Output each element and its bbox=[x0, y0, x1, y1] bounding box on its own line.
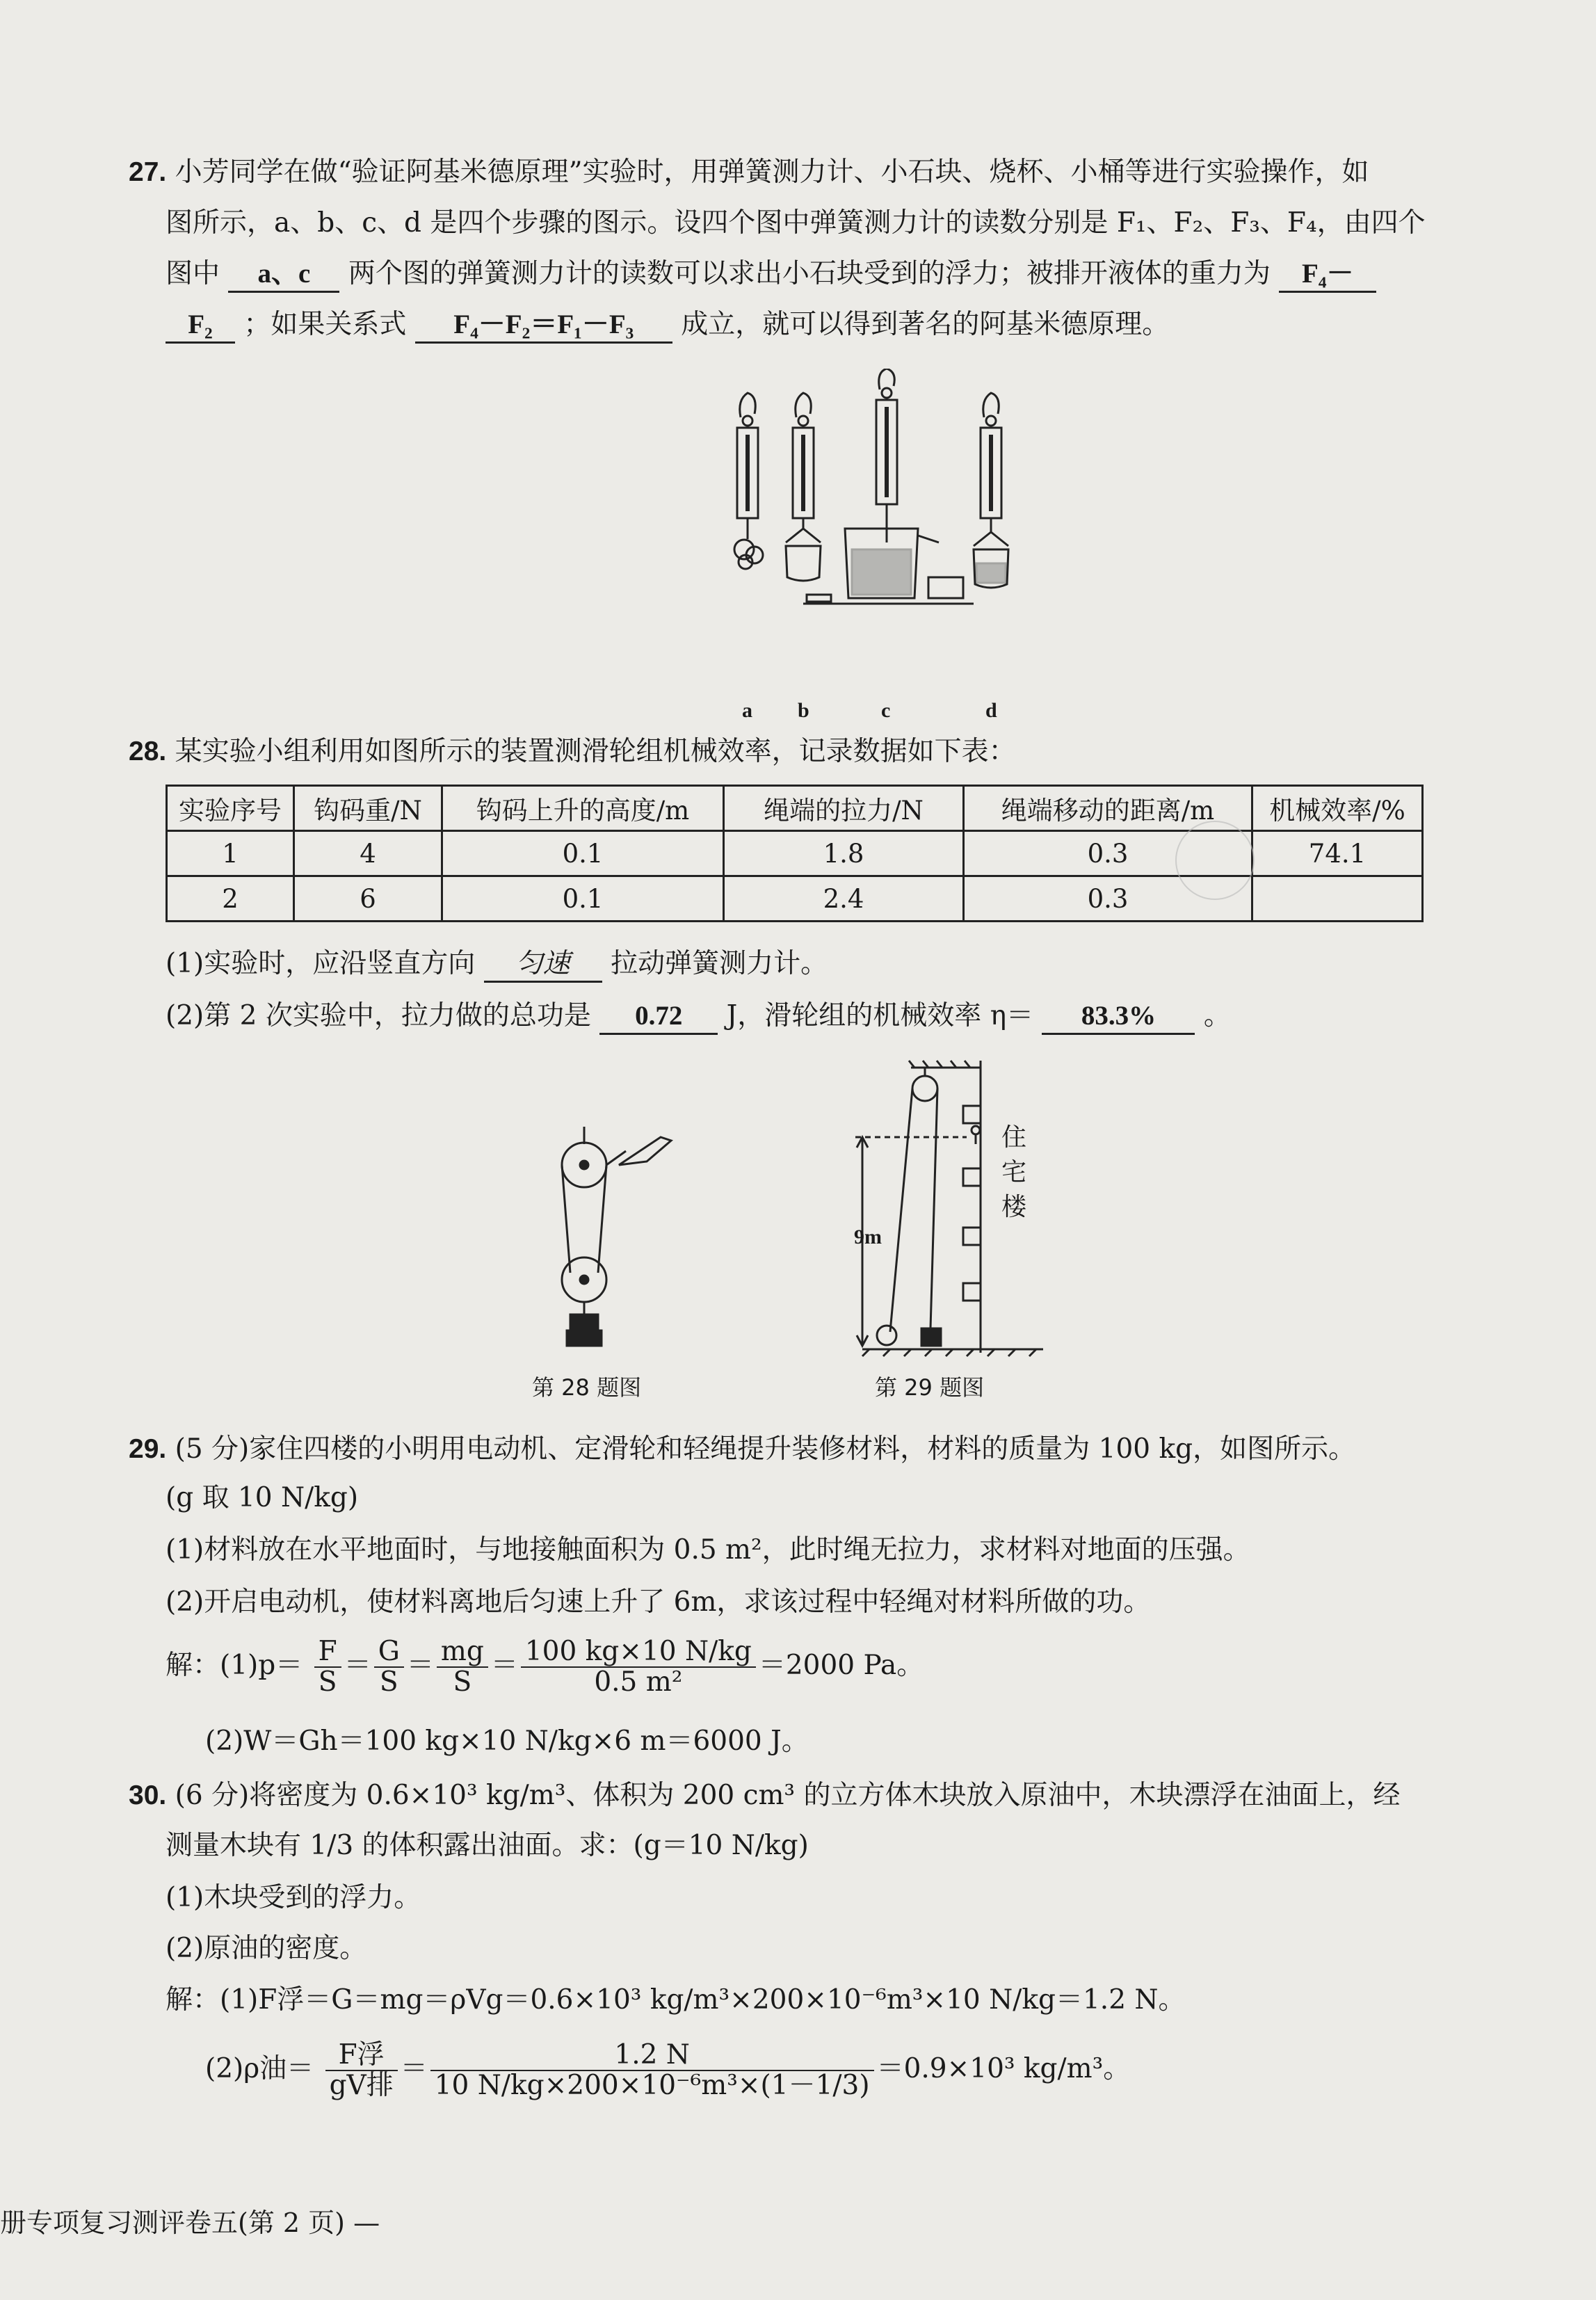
q27-figure bbox=[709, 369, 1015, 689]
q30-line1: 30. (6 分)将密度为 0.6×10³ kg/m³、体积为 200 cm³ 的立方体木块放入原油中，木块漂浮在油面上，经 bbox=[129, 1780, 1401, 1811]
q27-answer-2a: F₄－ bbox=[1279, 257, 1376, 293]
q29-line4: (2)开启电动机，使材料离地后匀速上升了 6m，求该过程中轻绳对材料所做的功。 bbox=[166, 1586, 1151, 1618]
q30-number: 30. bbox=[129, 1780, 167, 1810]
table-header-row: 实验序号 钩码重/N 钩码上升的高度/m 绳端的拉力/N 绳端移动的距离/m 机械效率/% bbox=[167, 786, 1423, 831]
q28-answer-2: 0.72 bbox=[599, 999, 718, 1035]
q27-text: 小芳同学在做“验证阿基米德原理”实验时，用弹簧测力计、小石块、烧杯、小桶等进行实验操作，如 bbox=[175, 156, 1369, 188]
q27-line3: 图中 a、c 两个图的弹簧测力计的读数可以求出小石块受到的浮力；被排开液体的重力为 F₄－ bbox=[166, 257, 1376, 293]
spring-scale-c bbox=[803, 369, 974, 604]
fraction: $\frac{100 kg\times 10 N/kg}{\text{0.5 m²}}$ bbox=[521, 1637, 756, 1697]
q30-line2: 测量木块有 1/3 的体积露出油面。求：(g＝10 N/kg) bbox=[166, 1830, 809, 1861]
q28-number: 28. bbox=[129, 737, 167, 766]
spring-scale-d bbox=[974, 393, 1008, 588]
q28-part2: (2)第 2 次实验中，拉力做的总功是 0.72 J，滑轮组的机械效率 η＝ 83.3% 。 bbox=[166, 999, 1231, 1035]
q29-line3: (1)材料放在水平地面时，与地接触面积为 0.5 m²，此时绳无拉力，求材料对地面的压强。 bbox=[166, 1534, 1250, 1566]
spring-scale-a bbox=[734, 393, 763, 569]
q27-number: 27. bbox=[129, 157, 167, 187]
faded-stamp bbox=[1175, 821, 1255, 900]
q29-building-label-1: 住 bbox=[1001, 1123, 1027, 1152]
q28-answer-3: 83.3% bbox=[1042, 999, 1195, 1035]
fraction: $\frac{mg}{S}$ bbox=[437, 1637, 488, 1697]
q29-height-label: 9m bbox=[854, 1225, 882, 1248]
q29-building-label-3: 楼 bbox=[1001, 1193, 1027, 1221]
q29-solution-1: 解：(1)p＝ $\frac{F}{S}$ ＝ $\frac{G}{S}$ ＝ $\frac{mg}{S}$ ＝ $\frac{100 kg\times 10 N/kg}{\text{0.5 m²}}$ ＝2000 Pa。 bbox=[166, 1636, 924, 1698]
q29-line2: (g 取 10 N/kg) bbox=[166, 1482, 359, 1513]
q27-line2: 图所示，a、b、c、d 是四个步骤的图示。设四个图中弹簧测力计的读数分别是 F₁、F₂、F₃、F₄，由四个 bbox=[166, 207, 1426, 239]
q29-fig-caption: 第 29 题图 bbox=[875, 1374, 985, 1401]
q28-fig-caption: 第 28 题图 bbox=[532, 1374, 642, 1401]
q29-building-label-2: 宅 bbox=[1001, 1158, 1027, 1187]
table-row: 1 4 0.1 1.8 0.3 74.1 bbox=[167, 831, 1423, 876]
fig27-label-b: b bbox=[798, 699, 809, 722]
q28-line1: 28. 某实验小组利用如图所示的装置测滑轮组机械效率，记录数据如下表： bbox=[129, 736, 1016, 767]
q27-line1 bbox=[129, 156, 1369, 189]
q28-pulley-figure bbox=[542, 1123, 682, 1360]
q30-solution-1: 解：(1)F浮＝G＝mg＝ρVg＝0.6×10³ kg/m³×200×10⁻⁶m³×10 N/kg＝1.2 N。 bbox=[166, 1984, 1186, 2016]
q27-answer-3: F₄－F₂＝F₁－F₃ bbox=[415, 308, 672, 344]
q29-solution-2: (2)W＝Gh＝100 kg×10 N/kg×6 m＝6000 J。 bbox=[205, 1726, 809, 1757]
q27-answer-1: a、c bbox=[228, 257, 339, 293]
fraction: $\frac{F}{S}$ bbox=[314, 1637, 341, 1697]
q30-solution-2: (2)ρ油＝ $\frac{\text{F浮}}{\text{gV排}}$ ＝ $\frac{1.2 N}{\text{10 N/kg×200×10⁻⁶m³×(1－1/3)}}$ ＝0.9×10³ kg/m³。 bbox=[205, 2039, 1131, 2101]
fraction: $\frac{G}{S}$ bbox=[374, 1637, 404, 1697]
fig27-label-d: d bbox=[985, 699, 997, 722]
q27-answer-2b: F₂ bbox=[166, 308, 235, 344]
q30-line3: (1)木块受到的浮力。 bbox=[166, 1882, 421, 1913]
fig27-label-c: c bbox=[881, 699, 891, 722]
fraction: $\frac{\text{F浮}}{\text{gV排}}$ bbox=[325, 2041, 398, 2100]
fig27-label-a: a bbox=[742, 699, 752, 722]
table-row: 2 6 0.1 2.4 0.3 bbox=[167, 876, 1423, 922]
q28-answer-1: 匀速 bbox=[484, 947, 602, 983]
q29-line1: 29. (5 分)家住四楼的小明用电动机、定滑轮和轻绳提升装修材料，材料的质量为 100 kg，如图所示。 bbox=[129, 1433, 1356, 1465]
q28-part1: (1)实验时，应沿竖直方向 匀速 拉动弹簧测力计。 bbox=[166, 947, 828, 983]
fraction: $\frac{1.2 N}{\text{10 N/kg×200×10⁻⁶m³×(1－1/3)}}$ bbox=[430, 2041, 874, 2100]
spring-scale-b bbox=[786, 393, 821, 581]
q29-number: 29. bbox=[129, 1434, 167, 1464]
q27-line4: F₂ ；如果关系式 F₄－F₂＝F₁－F₃ 成立，就可以得到著名的阿基米德原理。 bbox=[166, 308, 1169, 344]
page-footer: 册专项复习测评卷五(第 2 页) — bbox=[0, 2207, 380, 2238]
q30-line4: (2)原油的密度。 bbox=[166, 1933, 367, 1964]
